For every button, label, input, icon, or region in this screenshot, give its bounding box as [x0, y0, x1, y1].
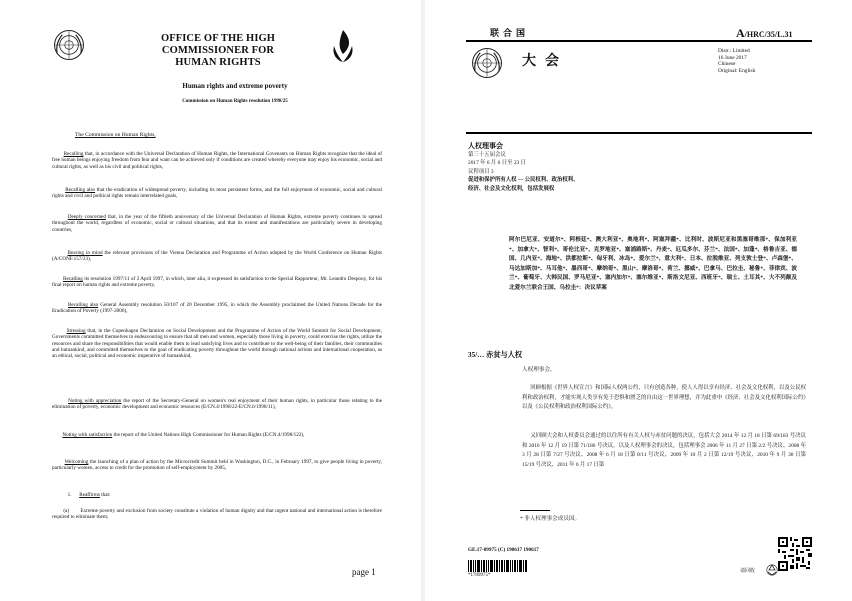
document-symbol: A/HRC/35/L.31 — [736, 26, 793, 40]
qr-code-icon — [778, 537, 812, 571]
operative-paragraph-1: 1. Reaffirms that: — [67, 492, 111, 498]
ohchr-flame-logo-icon — [330, 28, 356, 64]
session: 第三十五届会议 — [468, 152, 506, 158]
recycle-label: 请回收 — [740, 569, 756, 574]
resolution-paragraph-1: 回顾根据《世界人权宣言》和国际人权两公约，只有创造各种，使人人得以享有经济、社会及文化权利，以及公民权利和政治权利，才能实现人类享有免于恐惧和匮乏的自由这一世界理想，并为此重申《经济、社会及文化权利国际公约》以及《公民权利和政治权利国际公约》， — [522, 385, 806, 411]
sponsor-list: 阿尔巴尼亚、安道尔*、阿根廷*、澳大利亚*、奥地利*、阿塞拜疆*、比利时、波斯尼亚和黑塞哥维那*、保加利亚*、加拿大*、智利*、哥伦比亚*、克罗地亚*、塞浦路斯*、丹麦*、厄瓜多尔、芬兰*、法国*、加蓬*、格鲁吉亚、德国、几内亚*、海地*、洪都拉斯*、匈牙利、冰岛*、爱尔兰*、意大利*、日本、拉脱维亚、列支敦士登*、卢森堡*、马达加斯加*、马耳他*、墨西哥*、摩纳哥*、黑山*、摩洛哥*、荷兰、挪威*、巴拿马、巴拉圭、秘鲁*、菲律宾、波兰*、葡萄牙、大韩民国、罗马尼亚*、塞内加尔*、塞尔维亚*、斯洛文尼亚、西班牙*、瑞士、土耳其*、大不列颠及北爱尔兰联合王国、乌拉圭*：决议草案 — [509, 237, 797, 291]
preamble-paragraph: Recalling also General Assembly resolution 50/107 of 20 December 1995, in which the Assembly proclaimed the United Nations Decade for the Eradication of Poverty (1997-2006), — [52, 302, 383, 315]
session-dates: 2017 年 6 月 6 日至 23 日 — [468, 160, 526, 167]
preamble-paragraph: Deeply concerned that, in the year of the fiftieth anniversary of the Universal Declaration of Human Rights, extreme poverty continues to spread throughout the world, regardless of economic, social or cultural situations, and that its extent and manifestations are particularly severe in developing countries, — [52, 214, 383, 233]
united-nations-label: 联合国 — [490, 28, 530, 38]
right-page — [426, 0, 852, 601]
original-language: Original: English — [718, 67, 756, 74]
un-emblem-icon — [470, 46, 504, 80]
resolution-header: 人权理事会， — [522, 367, 556, 373]
preamble-paragraph: Noting with appreciation the report of the Secretary-General on women's real enjoyment of their human rights, in particular those relating to the elimination of poverty, economic development and economic resources (E/CN.4/1998/22-E/CN.6/1998/11), — [52, 398, 382, 411]
document-title: Human rights and extreme poverty — [182, 82, 288, 90]
preamble-paragraph: Welcoming the launching of a plan of action by the Microcredit Summit held in Washington, D.C., in February 1997, to give people living in poverty, particularly women, access to credit for the promotion of self-employment by 2005, — [52, 459, 382, 472]
document-number: GE.17-09975 (C) 190617 190617 — [468, 547, 539, 553]
preamble-paragraph: Recalling its resolution 1997/11 of 3 April 1997, in which, inter alia, it expressed its satisfaction to the Special Rapporteur, Mr. Leandro Despouy, for his final report on human rights and extreme poverty, — [52, 276, 383, 289]
operative-paragraph-1a: (a) Extreme poverty and exclusion from society constitute a violation of human dignity and that urgent national and international action is therefore required to eliminate them; — [52, 508, 382, 521]
agenda-title-1: 促进和保护所有人权 — 公民权利、政治权利、 — [468, 177, 579, 184]
agenda-title-2: 经济、社会及文化权利，包括发展权 — [468, 185, 555, 192]
distribution: Distr.: Limited — [718, 48, 750, 54]
office-title — [118, 33, 318, 69]
barcode-number: *1709975* — [468, 573, 491, 578]
preamble-paragraph: Recalling also that the eradication of widespread poverty, including its most persistent forms, and the full enjoyment of economic, social and cultural rights and civil and political rights remain interrelated goals, — [52, 187, 382, 200]
council-name: 人权理事会 — [468, 142, 503, 150]
header-rule — [466, 40, 812, 42]
recycle-icon — [766, 564, 778, 576]
preamble-paragraph: Bearing in mind the relevant provisions of the Vienna Declaration and Programme of Action adopted by the World Conference on Human Rights (A/CONF.157/23), — [52, 250, 383, 263]
office-title-line-2: HUMAN RIGHTS — [175, 57, 261, 68]
commission-heading: The Commission on Human Rights, — [75, 132, 156, 138]
page-number: page 1 — [352, 567, 376, 577]
resolution-paragraph-2: 又回顾大会和人权委员会通过的以往所有有关人权与赤贫问题的决议，包括大会 2014 年 12 月 18 日第 69/183 号决议和 2016 年 12 月 19 日第 71/186 号决议，以及人权理事会的决议，包括理事会 2006 年 11 月 27 日第 2/2 号决议、2008 年 3 月 28 日第 7/27 号决议、2008 年 6 月 18 日第 8/11 号决议、2009 年 10 月 2 日第 12/19 号决议、2010 年 9 月 30 日第 15/19 号决议、2011 年 6 月 17 日第 — [522, 433, 806, 468]
distribution-block — [718, 48, 755, 74]
office-title-line-1: OFFICE OF THE HIGH COMMISSIONER FOR — [160, 33, 276, 56]
preamble-paragraph: Stressing that, in the Copenhagen Declaration on Social Development and the Programme of Action of the World Summit for Social Development, Governments committed themselves to endeavouring to ensure that all men and women, especially those living in poverty, could exercise the rights, utilize the resources and share the responsibilities that would enable them to lead satisfying lives and to contribute to the well-being of their families, their communities and humankind, and committed themselves to the goal of eradicating poverty throughout the world through national actions and international cooperation, as an ethical, social, political and economic imperative of humankind, — [52, 328, 382, 360]
agenda-item: 议程项目 3 — [468, 168, 494, 175]
page-gutter — [421, 0, 425, 601]
footnote: * 非人权理事会成员国。 — [520, 516, 581, 522]
left-page — [0, 0, 420, 601]
language: Chinese — [718, 61, 736, 68]
session-info — [468, 151, 579, 193]
preamble-paragraph: Recalling that, in accordance with the Universal Declaration of Human Rights, the International Covenants on Human Rights recognize that the ideal of free human beings enjoying freedom from fear and want can be achieved only if conditions are created whereby everyone may enjoy his economic, social and cultural rights, as well as his civil and political rights, — [52, 151, 382, 170]
general-assembly-label: 大会 — [522, 54, 568, 69]
footnote-rule — [520, 510, 550, 511]
document-subtitle: Commission on Human Rights resolution 1998/25 — [182, 99, 288, 104]
barcode-icon — [468, 560, 528, 572]
issue-date: 16 June 2017 — [718, 54, 747, 61]
section-rule — [466, 132, 812, 134]
preamble-paragraph: Noting with satisfaction the report of the United Nations High Commissioner for Human Rights (E/CN.4/1998/122), — [62, 432, 305, 438]
resolution-title: 35/… 赤贫与人权 — [468, 351, 523, 359]
un-emblem-icon — [52, 28, 86, 62]
